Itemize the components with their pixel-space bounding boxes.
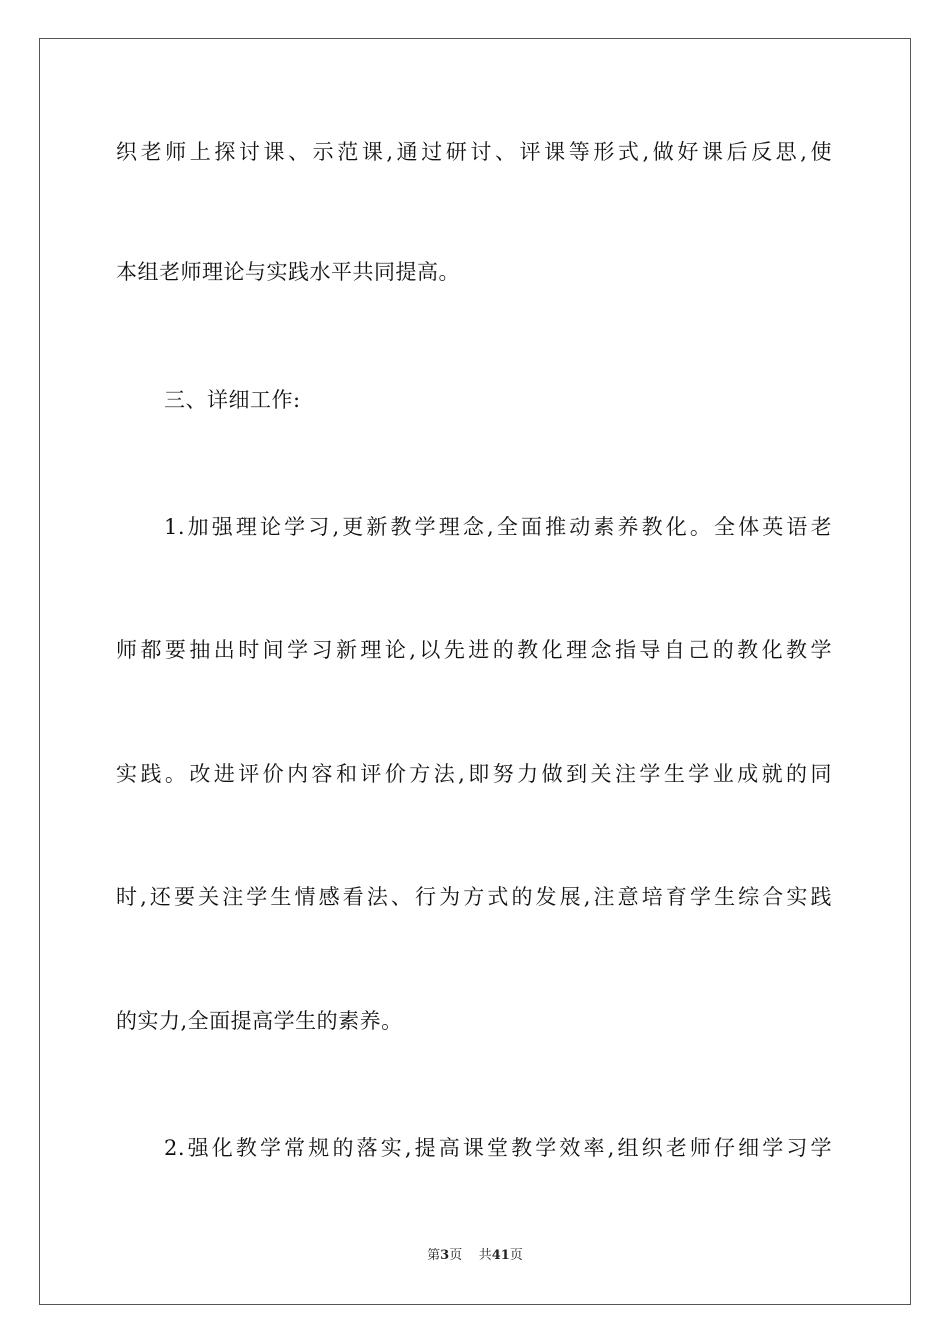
text-line: 师都要抽出时间学习新理论,以先进的教化理念指导自己的教化教学: [116, 638, 832, 662]
footer-page-number: 3: [440, 1248, 450, 1263]
footer-total-prefix: 共: [478, 1248, 492, 1263]
footer-page-prefix: 第: [427, 1248, 441, 1263]
text-line: 2.强化教学常规的落实,提高课堂教学效率,组织老师仔细学习学: [164, 1136, 832, 1160]
text-line: 织老师上探讨课、示范课,通过研讨、评课等形式,做好课后反思,使: [116, 140, 832, 164]
page-footer: [0, 1247, 950, 1265]
section-heading: 三、详细工作:: [164, 388, 301, 412]
text-line: 1.加强理论学习,更新教学理念,全面推动素养教化。全体英语老: [164, 515, 832, 539]
text-line: 时,还要关注学生情感看法、行为方式的发展,注意培育学生综合实践: [116, 885, 832, 909]
footer-page-suffix: 页: [449, 1248, 463, 1263]
text-line: 本组老师理论与实践水平共同提高。: [116, 260, 460, 284]
footer-total-suffix: 页: [509, 1248, 523, 1263]
text-line: 实践。改进评价内容和评价方法,即努力做到关注学生学业成就的同: [116, 762, 832, 786]
page-frame: [39, 38, 911, 1305]
footer-total-pages: 41: [491, 1248, 510, 1263]
text-line: 的实力,全面提高学生的素养。: [116, 1009, 403, 1033]
